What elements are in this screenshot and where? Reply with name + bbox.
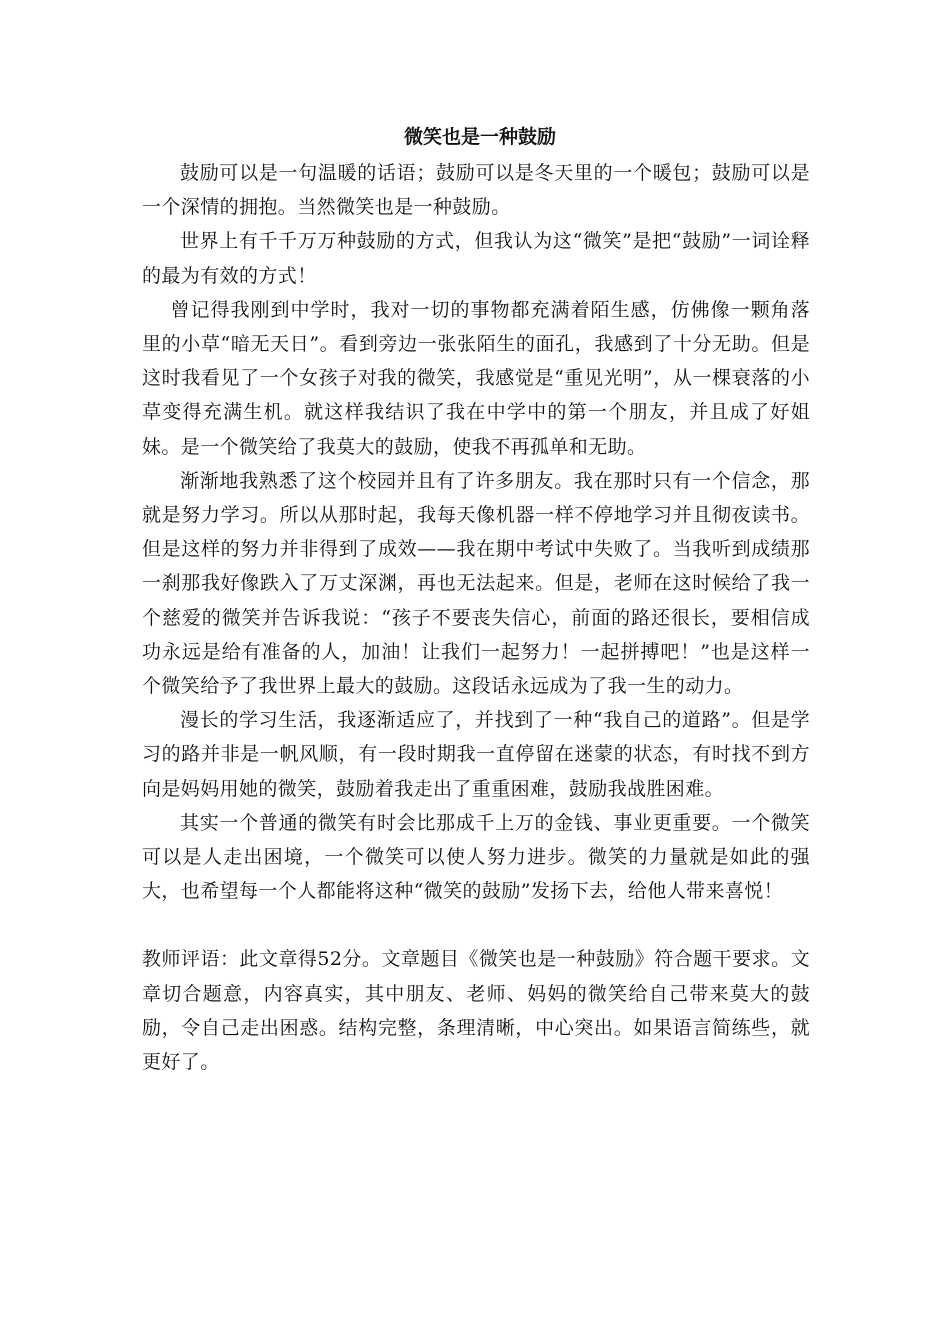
- document-page: [142, 118, 810, 1079]
- teacher-comment-section: [142, 942, 810, 1079]
- essay-paragraph-2: 世界上有千千万万种鼓励的方式，但我认为这“微笑”是把“鼓励”一词诠释的最为有效的方式！: [142, 230, 810, 287]
- essay-paragraph-1: 鼓励可以是一句温暖的话语；鼓励可以是冬天里的一个暖包；鼓励可以是一个深情的拥抱。当然微笑也是一种鼓励。: [142, 162, 810, 219]
- essay-body: [142, 156, 810, 908]
- essay-title: 微笑也是一种鼓励: [403, 126, 556, 148]
- essay-paragraph-5: 漫长的学习生活，我逐渐适应了，并找到了一种“我自己的道路”。但是学习的路并非是一帆风顺，有一段时期我一直停留在迷蒙的状态，有时找不到方向是妈妈用她的微笑，鼓励着我走出了重重困难，鼓励我战胜困难。: [142, 709, 810, 800]
- teacher-comment: 教师评语：此文章得52分。文章题目《微笑也是一种鼓励》符合题干要求。文章切合题意，内容真实，其中朋友、老师、妈妈的微笑给自己带来莫大的鼓励，令自己走出困惑。结构完整，条理清晰，中心突出。如果语言简练些，就更好了。: [142, 948, 810, 1074]
- essay-paragraph-4: 渐渐地我熟悉了这个校园并且有了许多朋友。我在那时只有一个信念，那就是努力学习。所以从那时起，我每天像机器一样不停地学习并且彻夜读书。但是这样的努力并非得到了成效——我在期中考试中失败了。当我听到成绩那一刹那我好像跌入了万丈深渊，再也无法起来。但是，老师在这时候给了我一个慈爱的微笑并告诉我说：“孩子不要丧失信心，前面的路还很长，要相信成功永远是给有准备的人，加油！让我们一起努力！一起拼搏吧！”也是这样一个微笑给予了我世界上最大的鼓励。这段话永远成为了我一生的动力。: [142, 469, 810, 698]
- essay-paragraph-3: 曾记得我刚到中学时，我对一切的事物都充满着陌生感，仿佛像一颗角落里的小草“暗无天日”。看到旁边一张张陌生的面孔，我感到了十分无助。但是这时我看见了一个女孩子对我的微笑，我感觉是“重见光明”，从一棵衰落的小草变得充满生机。就这样我结识了我在中学中的第一个朋友，并且成了好姐妹。是一个微笑给了我莫大的鼓励，使我不再孤单和无助。: [142, 298, 810, 458]
- essay-paragraph-6: 其实一个普通的微笑有时会比那成千上万的金钱、事业更重要。一个微笑可以是人走出困境，一个微笑可以使人努力进步。微笑的力量就是如此的强大，也希望每一个人都能将这种“微笑的鼓励”发扬下去，给他人带来喜悦！: [142, 811, 810, 903]
